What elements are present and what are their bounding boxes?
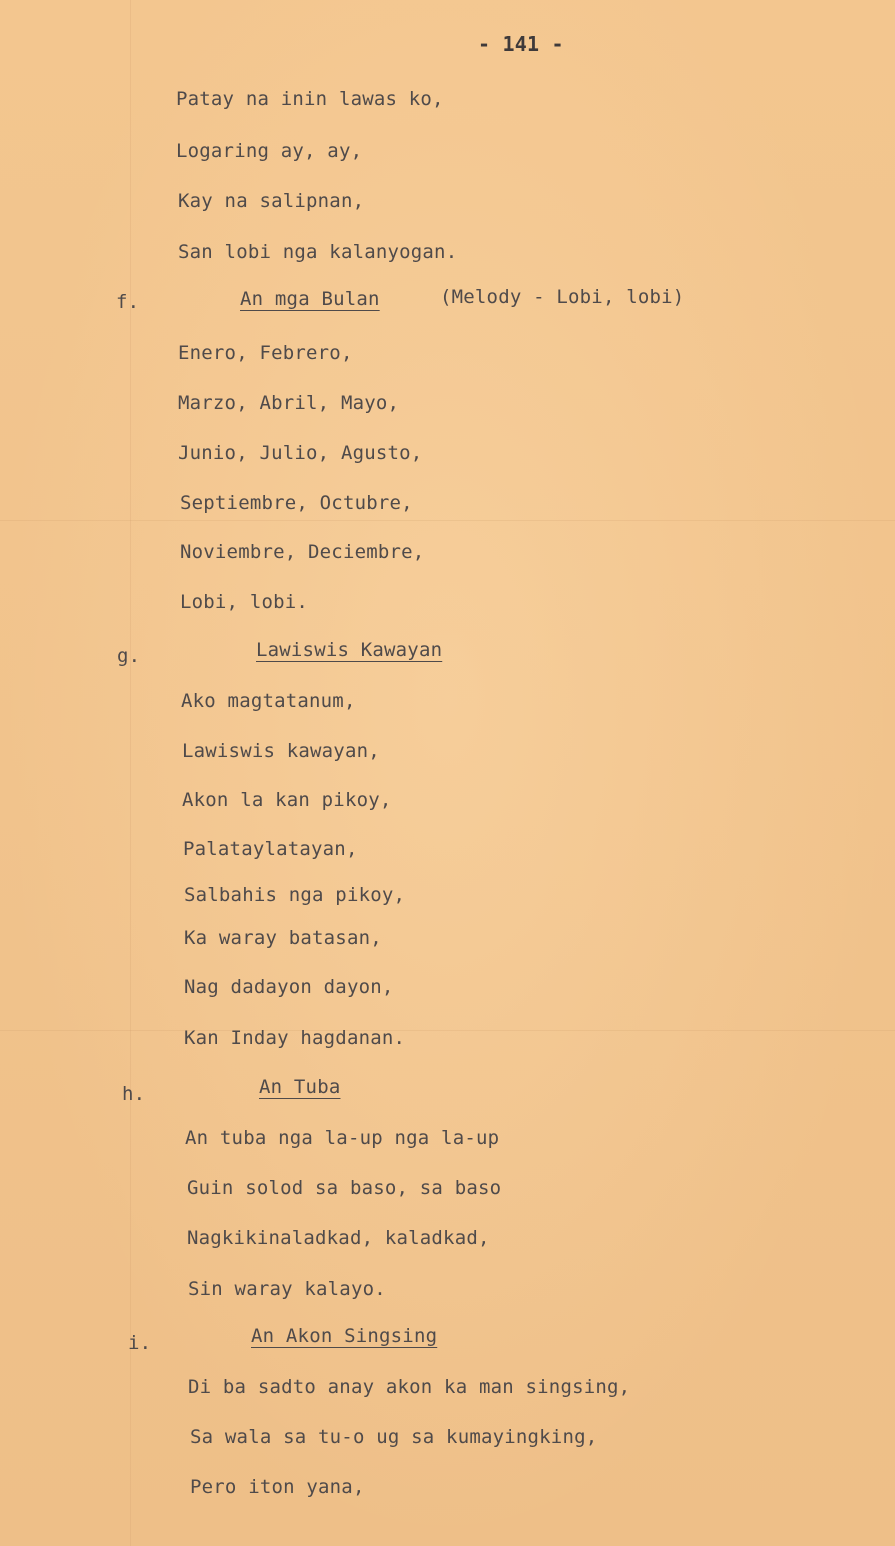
- verse-line: Akon la kan pikoy,: [182, 789, 392, 811]
- verse-line: Sa wala sa tu-o ug sa kumayingking,: [190, 1426, 598, 1448]
- verse-line: Kan Inday hagdanan.: [184, 1027, 406, 1049]
- song-title: An Akon Singsing: [251, 1325, 438, 1347]
- verse-line: Salbahis nga pikoy,: [184, 884, 406, 906]
- verse-line: Noviembre, Deciembre,: [180, 541, 425, 563]
- verse-line: Patay na inin lawas ko,: [176, 88, 444, 110]
- verse-line: Sin waray kalayo.: [188, 1278, 386, 1300]
- song-letter: i.: [128, 1332, 152, 1354]
- verse-line: Pero iton yana,: [190, 1476, 365, 1498]
- verse-line: Lobi, lobi.: [180, 591, 309, 613]
- margin-rule: [130, 0, 131, 1546]
- song-title: An mga Bulan: [240, 288, 380, 310]
- verse-line: Palataylatayan,: [183, 838, 358, 860]
- song-letter: g.: [117, 645, 141, 667]
- verse-line: Junio, Julio, Agusto,: [178, 442, 423, 464]
- verse-line: Kay na salipnan,: [178, 190, 365, 212]
- verse-line: San lobi nga kalanyogan.: [178, 241, 458, 263]
- paper-fold: [0, 1030, 895, 1031]
- verse-line: Logaring ay, ay,: [176, 140, 363, 162]
- verse-line: Di ba sadto anay akon ka man singsing,: [188, 1376, 631, 1398]
- verse-line: Enero, Febrero,: [178, 342, 353, 364]
- melody-note: (Melody - Lobi, lobi): [440, 286, 685, 308]
- paper-fold: [0, 520, 895, 521]
- page-number: - 141 -: [478, 32, 564, 56]
- verse-line: Guin solod sa baso, sa baso: [187, 1177, 502, 1199]
- verse-line: Septiembre, Octubre,: [180, 492, 413, 514]
- song-letter: f.: [116, 291, 140, 313]
- song-letter: h.: [122, 1083, 146, 1105]
- verse-line: Lawiswis kawayan,: [182, 740, 380, 762]
- song-title: Lawiswis Kawayan: [256, 639, 443, 661]
- verse-line: Ako magtatanum,: [181, 690, 356, 712]
- verse-line: Ka waray batasan,: [184, 927, 382, 949]
- verse-line: An tuba nga la-up nga la-up: [185, 1127, 500, 1149]
- song-title: An Tuba: [259, 1076, 341, 1098]
- verse-line: Marzo, Abril, Mayo,: [178, 392, 400, 414]
- verse-line: Nag dadayon dayon,: [184, 976, 394, 998]
- verse-line: Nagkikinaladkad, kaladkad,: [187, 1227, 490, 1249]
